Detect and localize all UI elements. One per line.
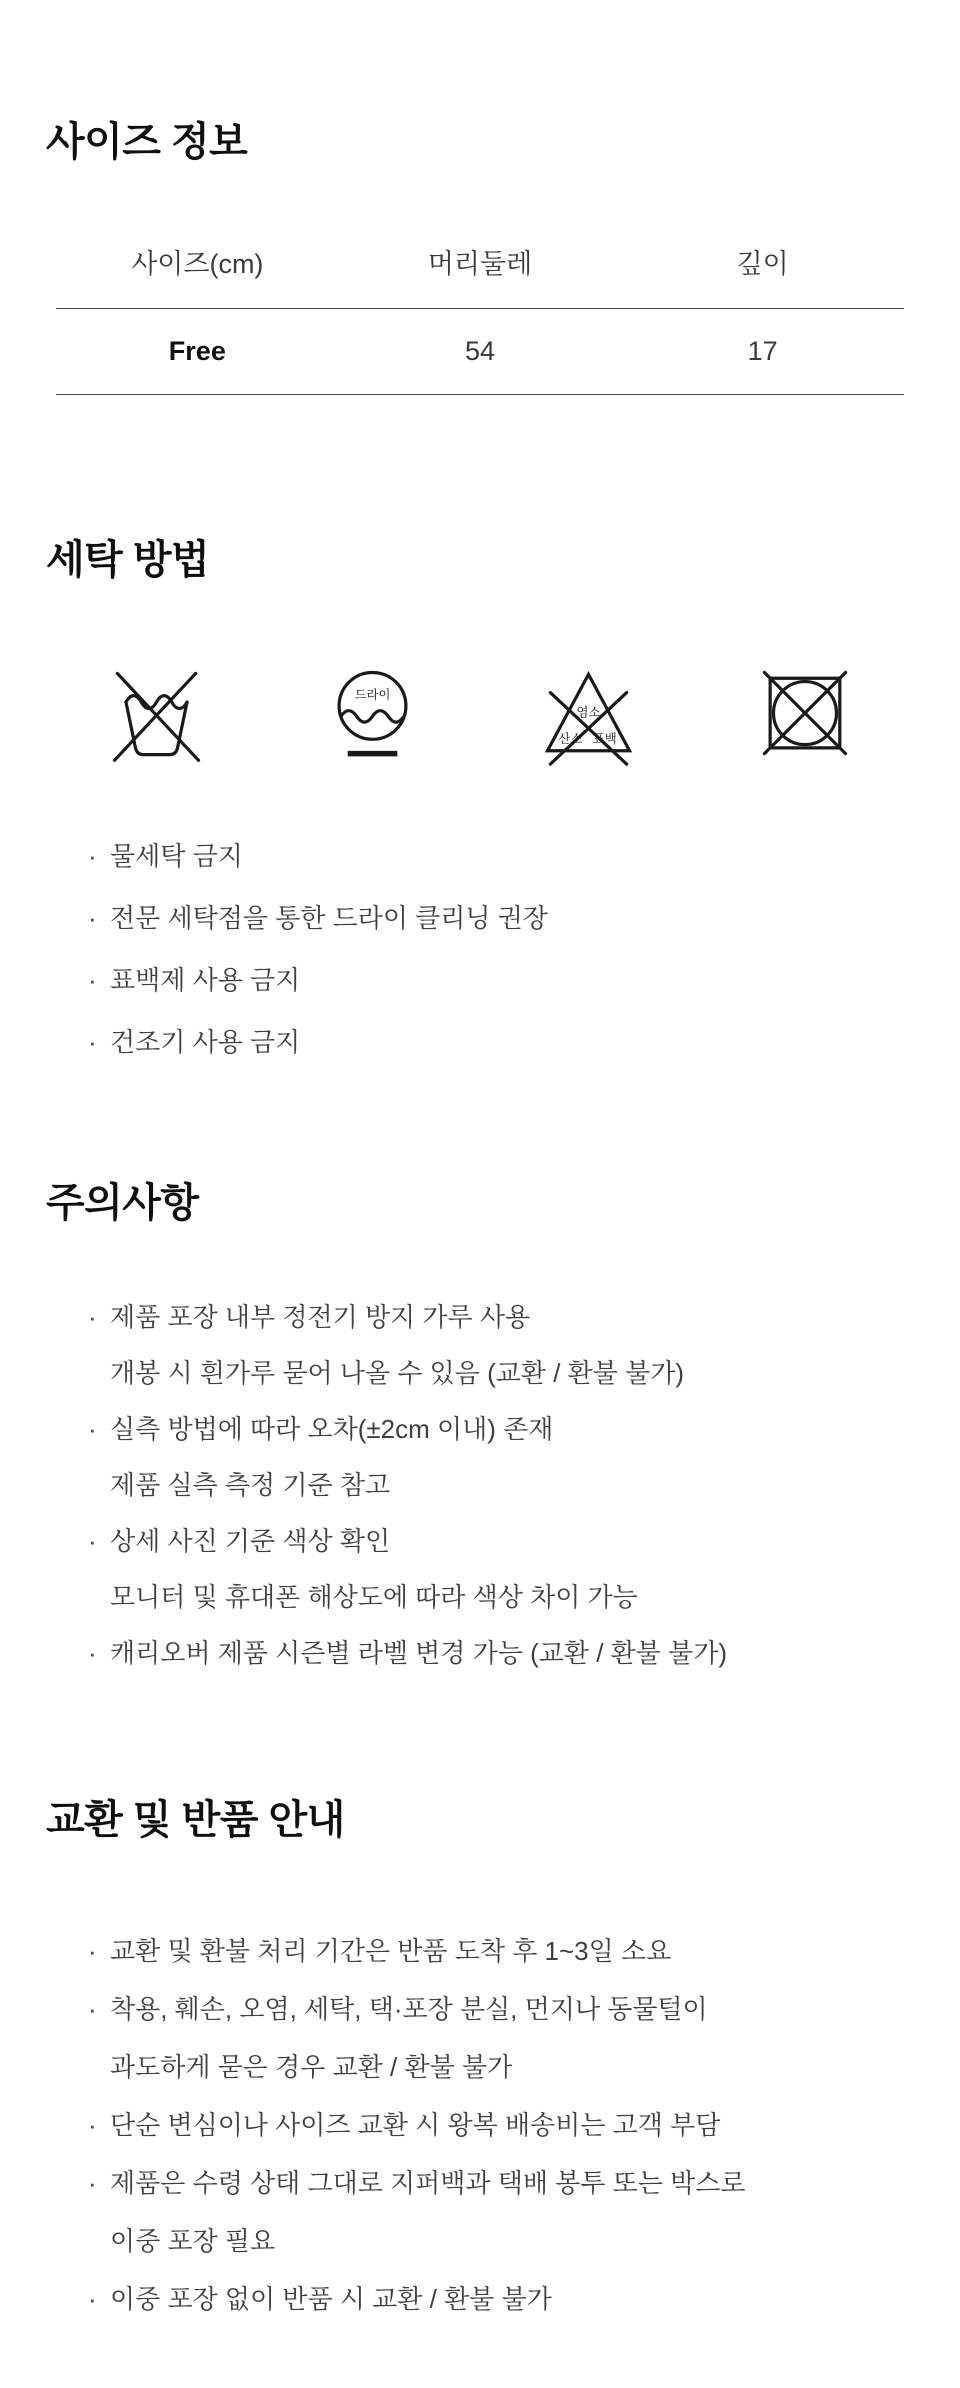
list-item (88, 1289, 920, 1345)
list-item (88, 949, 920, 1011)
list-item-text: 전문 세탁점을 통한 드라이 클리닝 권장 (110, 903, 548, 933)
list-item (88, 825, 920, 887)
list-item (88, 1513, 920, 1569)
bullet-marker: · (88, 903, 97, 933)
list-item-text: 실측 방법에 따라 오차(±2cm 이내) 존재 (110, 1414, 554, 1444)
bullet-marker: · (88, 1027, 97, 1057)
size-value: Free (168, 336, 226, 366)
bullet-marker: · (88, 841, 97, 871)
size-table-row (56, 309, 904, 395)
list-item-text: 이중 포장 없이 반품 시 교환 / 환불 불가 (110, 2284, 552, 2314)
head-circumference-column-header: 머리둘레 (427, 248, 533, 279)
list-item-text: 제품은 수령 상태 그대로 지퍼백과 택배 봉투 또는 박스로 (110, 2168, 746, 2198)
list-item-text: 과도하게 묻은 경우 교환 / 환불 불가 (110, 2052, 513, 2082)
list-item-text: 개봉 시 흰가루 묻어 나올 수 있음 (교환 / 환불 불가) (110, 1358, 684, 1388)
bleach-icon-oxygen-label: 산소 (557, 732, 582, 747)
laundry-care-icons-row (48, 662, 912, 767)
depth-value: 17 (747, 336, 778, 366)
bullet-marker: · (88, 1936, 97, 1966)
list-item-text: 표백제 사용 금지 (110, 965, 301, 995)
list-item-text: 건조기 사용 금지 (110, 1027, 301, 1057)
list-item (88, 1625, 920, 1681)
bullet-marker: · (88, 2168, 97, 2198)
list-item (88, 1457, 920, 1513)
washing-method-title: 세탁 방법 (46, 538, 210, 582)
list-item-text: 모니터 및 휴대폰 해상도에 따라 색상 차이 가능 (110, 1582, 638, 1612)
exchange-return-title: 교환 및 반품 안내 (46, 1798, 345, 1842)
bullet-marker: · (88, 1994, 97, 2024)
bleach-icon-bleach-label: 표백 (592, 732, 617, 747)
bullet-marker: · (88, 2284, 97, 2314)
do-not-wash-icon (104, 662, 209, 767)
bleach-icon-chlorine-label: 염소 (576, 705, 600, 720)
list-item-text: 캐리오버 제품 시즌별 라벨 변경 가능 (교환 / 환불 불가) (110, 1638, 727, 1668)
list-item (88, 1011, 920, 1073)
list-item-text: 제품 포장 내부 정전기 방지 가루 사용 (110, 1302, 531, 1332)
size-table (56, 214, 904, 395)
list-item-text: 상세 사진 기준 색상 확인 (110, 1526, 391, 1556)
do-not-bleach-icon (536, 662, 641, 767)
list-item-text: 물세탁 금지 (110, 841, 243, 871)
list-item (88, 2038, 920, 2096)
bullet-marker: · (88, 1638, 97, 1668)
dry-clean-icon-label: 드라이 (354, 688, 390, 703)
list-item (88, 2154, 920, 2212)
list-item (88, 2096, 920, 2154)
list-item (88, 2270, 920, 2328)
size-column-header: 사이즈(cm) (131, 248, 264, 279)
list-item (88, 887, 920, 949)
washing-instructions-list (88, 825, 920, 1073)
list-item-text: 교환 및 환불 처리 기간은 반품 도착 후 1~3일 소요 (110, 1936, 672, 1966)
exchange-return-list (88, 1922, 920, 2328)
cautions-list (88, 1289, 920, 1681)
list-item (88, 2212, 920, 2270)
cautions-title: 주의사항 (46, 1181, 199, 1225)
list-item-text: 단순 변심이나 사이즈 교환 시 왕복 배송비는 고객 부담 (110, 2110, 721, 2140)
bullet-marker: · (88, 965, 97, 995)
list-item (88, 1980, 920, 2038)
list-item-text: 제품 실측 측정 기준 참고 (110, 1470, 391, 1500)
bullet-marker: · (88, 1302, 97, 1332)
head-circumference-value: 54 (464, 336, 496, 366)
list-item (88, 1345, 920, 1401)
bullet-marker: · (88, 1526, 97, 1556)
list-item (88, 1401, 920, 1457)
depth-column-header: 깊이 (736, 248, 789, 279)
list-item-text: 착용, 훼손, 오염, 세탁, 택·포장 분실, 먼지나 동물털이 (110, 1994, 708, 2024)
size-info-title: 사이즈 정보 (46, 120, 248, 164)
dry-clean-icon (320, 662, 425, 767)
list-item (88, 1922, 920, 1980)
list-item-text: 이중 포장 필요 (110, 2226, 276, 2256)
do-not-tumble-dry-icon (752, 662, 857, 767)
size-table-header-row (56, 214, 904, 309)
list-item (88, 1569, 920, 1625)
bullet-marker: · (88, 1414, 97, 1444)
bullet-marker: · (88, 2110, 97, 2140)
